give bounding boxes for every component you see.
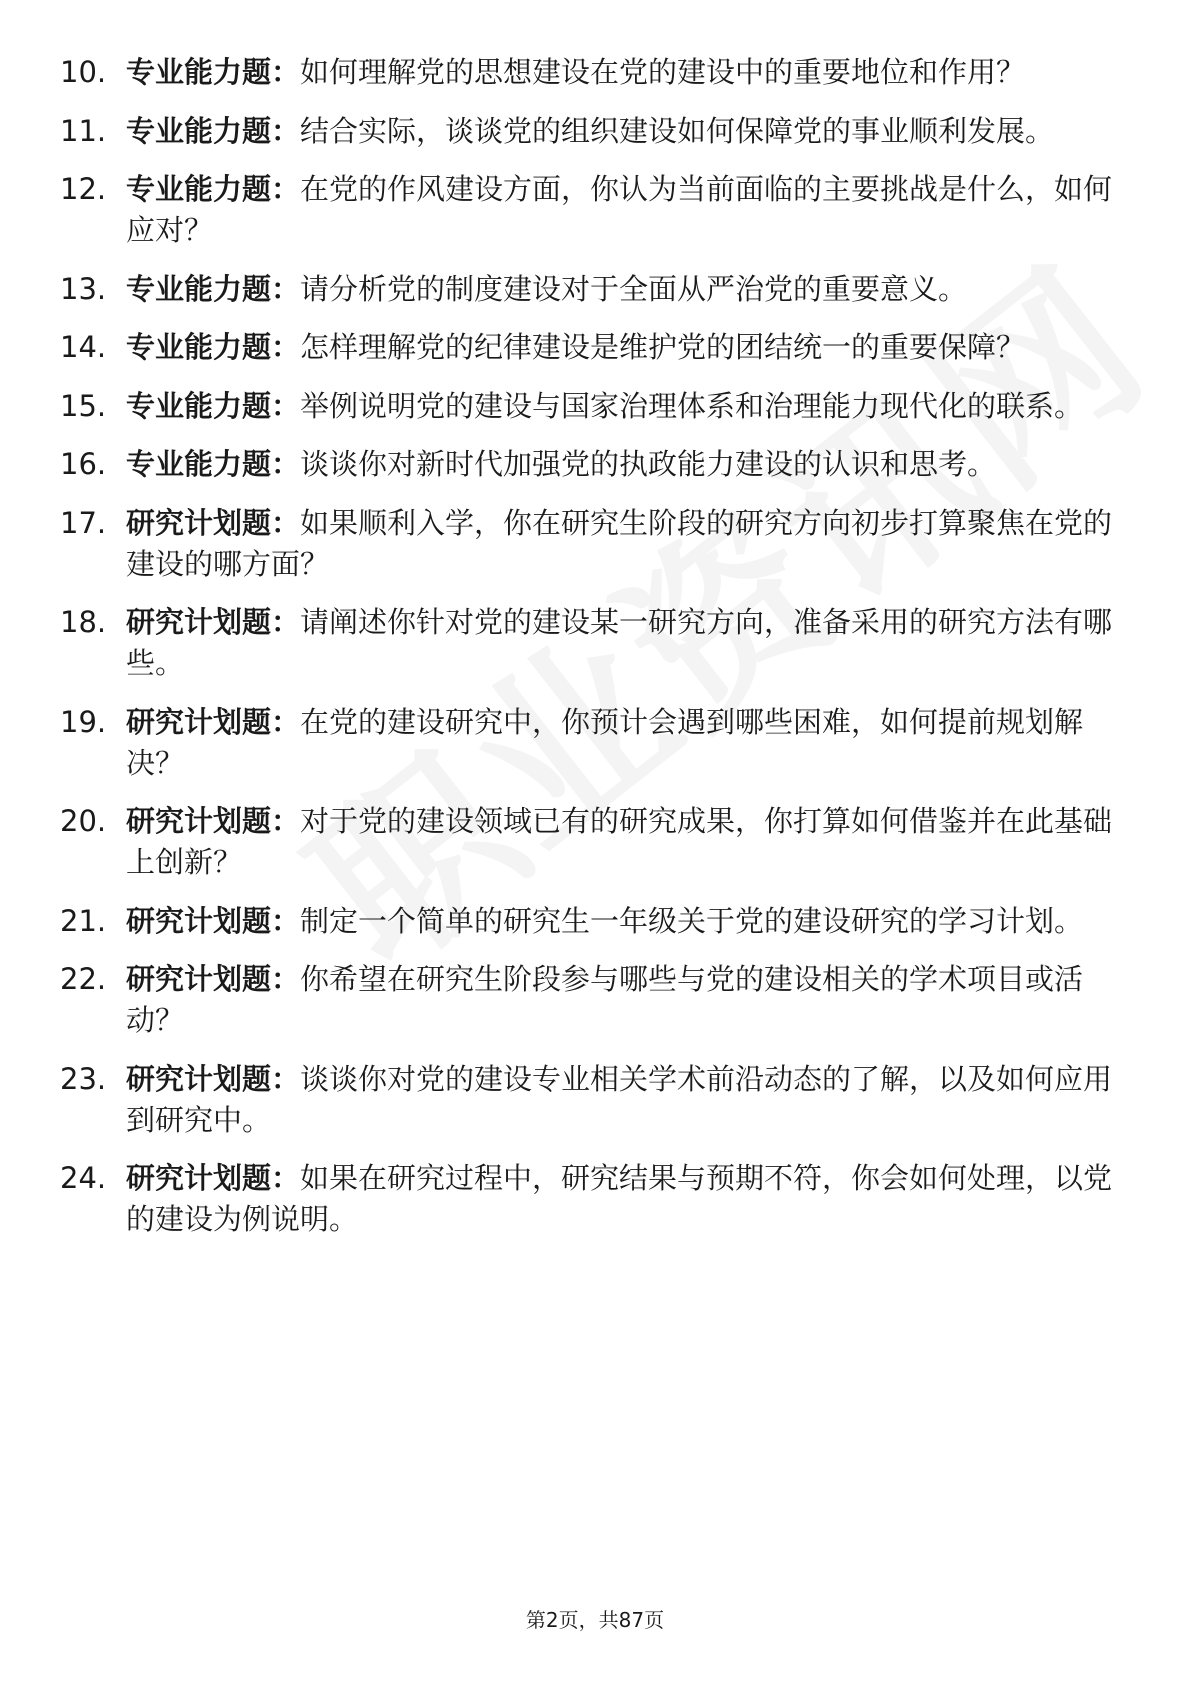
- question-item: [60, 52, 1120, 93]
- question-text: 请分析党的制度建设对于全面从严治党的重要意义。: [300, 271, 968, 306]
- question-number: 19.: [60, 704, 107, 739]
- question-body: [126, 444, 1120, 485]
- page-footer: 第2页，共87页: [525, 1608, 665, 1632]
- question-body: [126, 1059, 1120, 1141]
- question-category: 专业能力题：: [126, 330, 301, 364]
- question-number: 14.: [60, 330, 107, 364]
- question-text: 怎样理解党的纪律建设是维护党的团结统一的重要保障？: [300, 330, 1026, 364]
- question-category: 研究计划题：: [126, 962, 301, 996]
- question-text: 谈谈你对党的建设专业相关学术前沿动态的了解，以及如何应用到研究中。: [126, 1061, 1113, 1137]
- question-item: [60, 702, 1120, 784]
- question-body: [126, 801, 1120, 883]
- question-number: 16.: [60, 447, 107, 481]
- question-category: 专业能力题：: [126, 447, 301, 481]
- question-category: 研究计划题：: [126, 804, 301, 838]
- question-body: [126, 111, 1120, 152]
- question-text: 如果在研究过程中，研究结果与预期不符，你会如何处理，以党的建设为例说明。: [126, 1161, 1113, 1236]
- question-text: 谈谈你对新时代加强党的执政能力建设的认识和思考。: [300, 447, 997, 481]
- question-item: [60, 169, 1120, 251]
- question-item: [60, 1158, 1120, 1240]
- question-number: 24.: [60, 1161, 107, 1195]
- question-item: [60, 503, 1120, 585]
- question-category: 专业能力题：: [126, 388, 301, 423]
- question-number: 20.: [60, 804, 107, 838]
- question-category: 专业能力题：: [126, 55, 301, 89]
- question-body: [126, 901, 1120, 942]
- question-category: 研究计划题：: [126, 1161, 301, 1195]
- question-list: [60, 52, 1120, 1258]
- question-number: 18.: [60, 605, 107, 639]
- question-item: [60, 386, 1120, 427]
- question-number: 23.: [60, 1061, 107, 1096]
- question-item: [60, 959, 1120, 1041]
- question-category: 研究计划题：: [126, 1061, 301, 1096]
- question-text: 制定一个简单的研究生一年级关于党的建设研究的学习计划。: [300, 903, 1084, 938]
- question-item: [60, 901, 1120, 942]
- question-category: 研究计划题：: [126, 704, 301, 739]
- question-body: [126, 327, 1120, 368]
- question-number: 21.: [60, 903, 107, 938]
- question-item: [60, 1059, 1120, 1141]
- question-number: 15.: [60, 388, 107, 423]
- question-number: 12.: [60, 172, 107, 206]
- question-body: [126, 386, 1120, 427]
- question-item: [60, 111, 1120, 152]
- question-body: [126, 959, 1120, 1041]
- question-body: [126, 503, 1120, 585]
- question-item: [60, 269, 1120, 310]
- question-text: 对于党的建设领域已有的研究成果，你打算如何借鉴并在此基础上创新？: [126, 804, 1113, 879]
- question-body: [126, 1158, 1120, 1240]
- question-body: [126, 269, 1120, 310]
- question-text: 结合实际，谈谈党的组织建设如何保障党的事业顺利发展。: [300, 113, 1055, 148]
- question-body: [126, 169, 1120, 251]
- question-text: 如果顺利入学，你在研究生阶段的研究方向初步打算聚焦在党的建设的哪方面？: [126, 505, 1113, 581]
- question-category: 研究计划题：: [126, 605, 301, 639]
- question-text: 你希望在研究生阶段参与哪些与党的建设相关的学术项目或活动？: [126, 962, 1084, 1037]
- question-number: 22.: [60, 962, 107, 996]
- question-number: 11.: [60, 113, 107, 148]
- question-item: [60, 327, 1120, 368]
- question-item: [60, 602, 1120, 684]
- question-text: 举例说明党的建设与国家治理体系和治理能力现代化的联系。: [300, 388, 1084, 423]
- question-category: 专业能力题：: [126, 172, 301, 206]
- question-text: 在党的建设研究中，你预计会遇到哪些困难，如何提前规划解决？: [126, 704, 1084, 780]
- question-text: 在党的作风建设方面，你认为当前面临的主要挑战是什么，如何应对？: [126, 172, 1113, 247]
- question-text: 如何理解党的思想建设在党的建设中的重要地位和作用？: [300, 55, 1026, 89]
- question-item: [60, 444, 1120, 485]
- question-category: 研究计划题：: [126, 505, 301, 540]
- question-number: 17.: [60, 505, 107, 540]
- question-number: 10.: [60, 55, 107, 89]
- question-text: 请阐述你针对党的建设某一研究方向，准备采用的研究方法有哪些。: [126, 605, 1113, 680]
- question-body: [126, 602, 1120, 684]
- question-number: 13.: [60, 271, 107, 306]
- question-body: [126, 52, 1120, 93]
- question-body: [126, 702, 1120, 784]
- question-category: 专业能力题：: [126, 271, 301, 306]
- question-category: 研究计划题：: [126, 903, 301, 938]
- question-item: [60, 801, 1120, 883]
- question-category: 专业能力题：: [126, 113, 301, 148]
